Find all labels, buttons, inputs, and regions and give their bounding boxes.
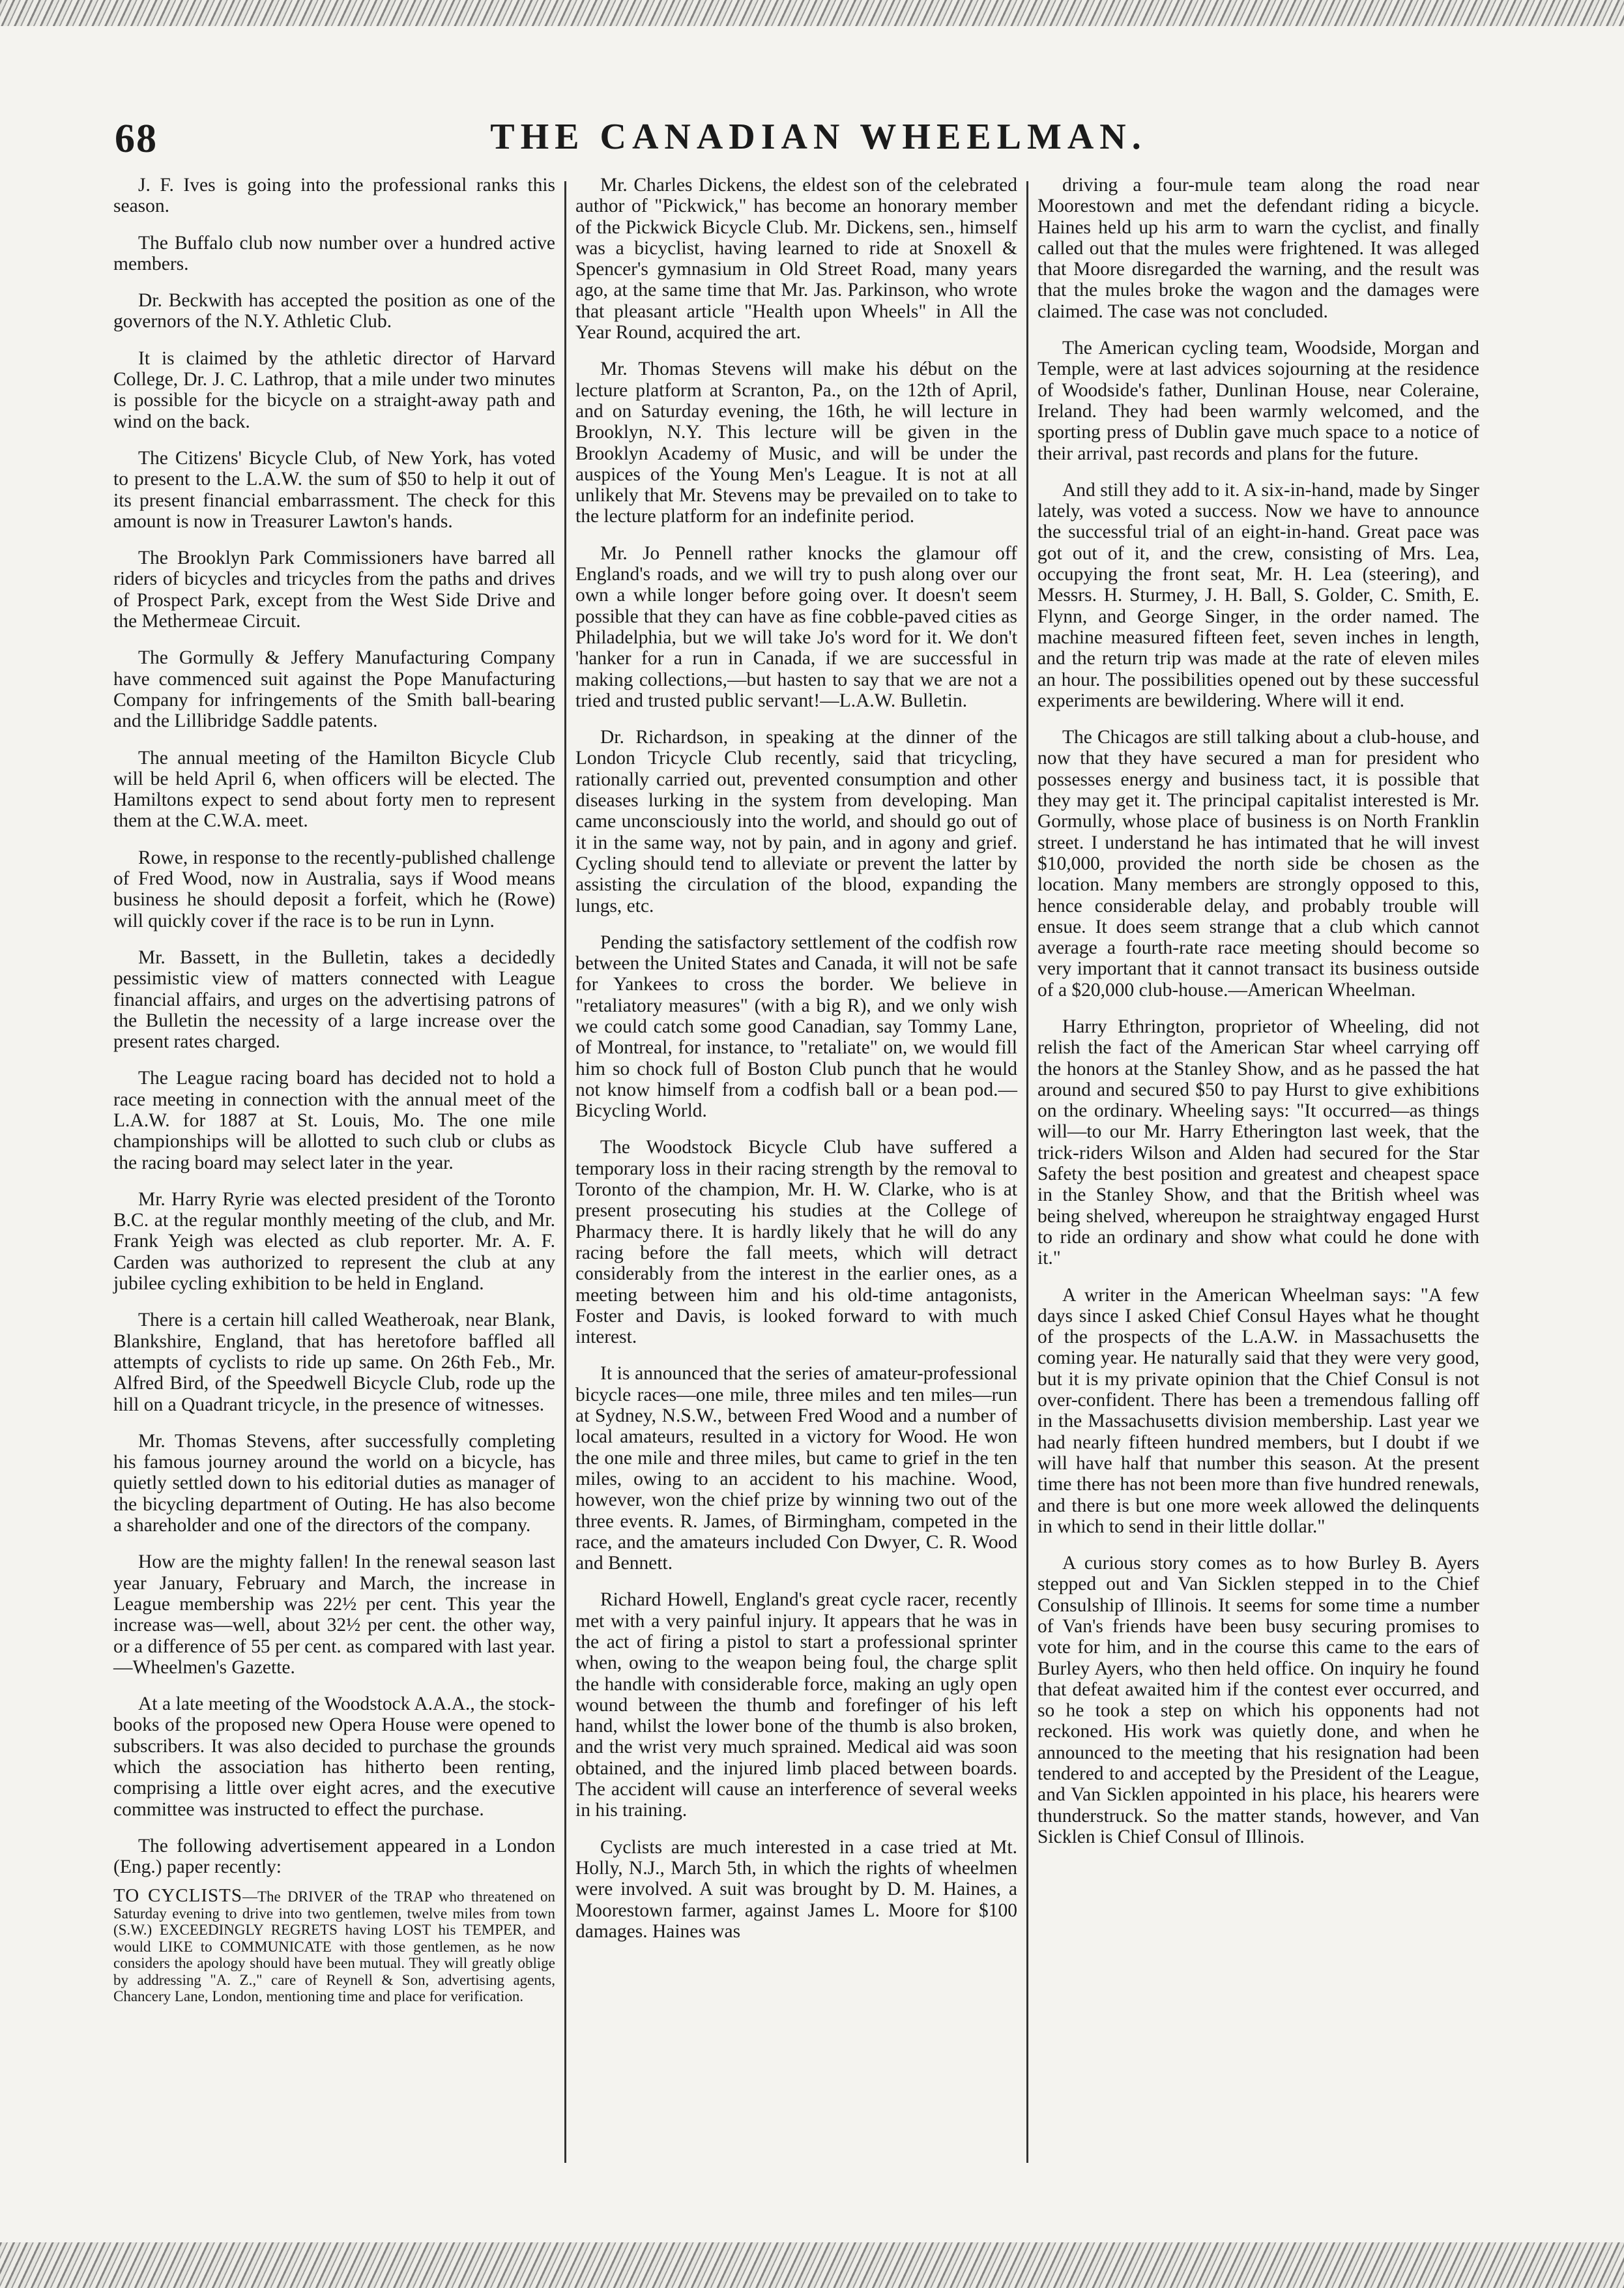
column-right — [1028, 175, 1488, 2169]
article-paragraph: The Buffalo club now number over a hundred active members. — [113, 232, 555, 274]
article-paragraph: Mr. Thomas Stevens will make his début on the lecture platform at Scranton, Pa., on the 12th of April, and on Saturday evening, the 16th, he will lecture in Brooklyn, N.Y. This lecture will be given in the Brooklyn Academy of Music, and will be under the auspices of the Young Men's League. It is not at all unlikely that Mr. Stevens may be prevailed on to take to the lecture platform for an indefinite period. — [575, 359, 1017, 527]
article-paragraph: Richard Howell, England's great cycle racer, recently met with a very painful injury. It appears that he was in the act of firing a pistol to start a professional sprinter when, owing to the weapon being foul, the charge split the handle with considerable force, making an ugly open wound between the thumb and forefinger of his left hand, whilst the lower bone of the thumb is also broken, and the wrist very much sprained. Medical aid was soon obtained, and the injured limb placed between boards. The accident will cause an interference of several weeks in his training. — [575, 1589, 1017, 1821]
article-paragraph: Pending the satisfactory settlement of the codfish row between the United States and Canada, it will not be safe for Yankees to cross the border. We believe in "retaliatory measures" (with a big R), and we only wish we could catch some good Canadian, say Tommy Lane, of Montreal, for instance, to "retaliate" on, we would fill him so chock full of Boston Club punch that he would not know himself from a codfish ball or a bean pod.—Bicycling World. — [575, 931, 1017, 1122]
article-paragraph: Cyclists are much interested in a case tried at Mt. Holly, N.J., March 5th, in which the rights of wheelmen were involved. A suit was brought by D. M. Haines, a Moorestown farmer, against James L. Moore for $100 damages. Haines was — [575, 1836, 1017, 1942]
scan-edge-bottom — [0, 2242, 1624, 2288]
article-paragraph: The Gormully & Jeffery Manufacturing Company have commenced suit against the Pope Manufacturing Company for infringements of the Smith ball-bearing and the Lillibridge Saddle patents. — [113, 647, 555, 732]
page-number: 68 — [115, 117, 158, 161]
advertisement — [113, 1885, 556, 2005]
masthead-title: THE CANADIAN WHEELMAN. — [490, 117, 1147, 157]
article-paragraph: It is announced that the series of amateur-professional bicycle races—one mile, three miles and ten miles—run at Sydney, N.S.W., between Fred Wood and a number of local amateurs, resulted in a victory for Wood. He won the one mile and three miles, but came to grief in the ten miles, owing to an accident to his machine. Wood, however, won the chief prize by winning two out of the three events. R. James, of Birmingham, competed in the race, and the amateurs included Con Dwyer, C. R. Wood and Bennett. — [575, 1363, 1017, 1574]
article-paragraph: Dr. Richardson, in speaking at the dinner of the London Tricycle Club recently, said that tricycling, rationally carried out, prevented consumption and other diseases lurking in the system from developing. Man came unconsciously into the world, and should go out of it in the same way, not by pain, and in agony and grief. Cycling should tend to alleviate or prevent the latter by assisting the circulation of the blood, expanding the lungs, etc. — [575, 727, 1017, 917]
article-paragraph: Mr. Harry Ryrie was elected president of the Toronto B.C. at the regular monthly meeting of the club, and Mr. Frank Yeigh was elected as club reporter. Mr. A. F. Carden was authorized to represent the club at any jubilee cycling exhibition to be held in England. — [113, 1188, 555, 1295]
article-paragraph: The Citizens' Bicycle Club, of New York, has voted to present to the L.A.W. the sum of $50 to help it out of its present financial embarrassment. The check for this amount is now in Treasurer Lawton's hands. — [113, 447, 555, 532]
article-paragraph: Rowe, in response to the recently-published challenge of Fred Wood, now in Australia, says if Wood means business he should deposit a forfeit, which he (Rowe) will quickly cover if the race is to be run in Lynn. — [113, 847, 555, 931]
column-left — [104, 175, 564, 2169]
page-header — [115, 116, 1522, 175]
article-paragraph: driving a four-mule team along the road near Moorestown and met the defendant riding a bicycle. Haines held up his arm to warn the cyclist, and finally called out that the mules were frightened. It was alleged that Moore disregarded the warning, and the result was that the mules broke the wagon and the damages were claimed. The case was not concluded. — [1037, 175, 1479, 322]
article-paragraph: The following advertisement appeared in a London (Eng.) paper recently: — [113, 1835, 555, 1878]
article-paragraph: Mr. Bassett, in the Bulletin, takes a decidedly pessimistic view of matters connected with League financial affairs, and urges on the advertising patrons of the Bulletin the necessity of a large increase over the present rates charged. — [113, 946, 555, 1053]
article-paragraph: The annual meeting of the Hamilton Bicycle Club will be held April 6, when officers will be elected. The Hamiltons expect to send about forty men to represent them at the C.W.A. meet. — [113, 747, 555, 832]
article-paragraph: It is claimed by the athletic director of Harvard College, Dr. J. C. Lathrop, that a mile under two minutes is possible for the bicycle on a straight-away path and wind on the back. — [113, 347, 555, 432]
article-paragraph: The League racing board has decided not to hold a race meeting in connection with the annual meet of the L.A.W. for 1887 at St. Louis, Mo. The one mile championships will be allotted to such club or clubs as the racing board may select later in the year. — [113, 1068, 555, 1173]
article-paragraph: And still they add to it. A six-in-hand, made by Singer lately, was voted a success. Now we have to announce the successful trial of an eight-in-hand. Great pace was got out of it, and the crew, consisting of Mrs. Lea, occupying the front seat, Mr. H. Lea (steering), and Messrs. H. Sturmey, J. H. Ball, S. Golder, C. Smith, E. Flynn, and George Singer, in the order named. The machine measured fifteen feet, seven inches in length, and the return trip was made at the rate of eleven miles an hour. The possibilities opened out by these successful experiments are bewildering. Where will it end. — [1037, 479, 1479, 711]
article-paragraph: Dr. Beckwith has accepted the position as one of the governors of the N.Y. Athletic Club. — [113, 290, 555, 332]
article-paragraph: Mr. Thomas Stevens, after successfully completing his famous journey around the world on a bicycle, has quietly settled down to his editorial duties as manager of the bicycling department of Outing. He has also become a shareholder and one of the directors of the company. — [113, 1430, 555, 1536]
article-paragraph: At a late meeting of the Woodstock A.A.A., the stock-books of the proposed new Opera House were opened to subscribers. It was also decided to purchase the grounds which the association has hitherto been renting, comprising a little over eight acres, and the executive committee was instructed to effect the purchase. — [113, 1694, 555, 1820]
article-paragraph: Harry Ethrington, proprietor of Wheeling, did not relish the fact of the American Star wheel carrying off the honors at the Stanley Show, and as he passed the hat around and secured $50 to pay Hurst to give exhibitions on the ordinary. Wheeling says: "It occurred—as things will—to our Mr. Harry Etherington last week, that the trick-riders Wilson and Alden had secured for the Star Safety the best position and greatest and cheapest space in the Stanley Show, and that the British wheel was being shelved, whereupon he straightway engaged Hurst to ride an ordinary and show what could he done with it." — [1037, 1016, 1479, 1269]
article-paragraph: How are the mighty fallen! In the renewal season last year January, February and March, the increase in League membership was 22½ per cent. This year the increase was—well, about 32½ per cent. the other way, or a difference of 55 per cent. as compared with last year.—Wheelmen's Gazette. — [113, 1551, 555, 1678]
advertisement-body: —The DRIVER of the TRAP who threatened on Saturday evening to drive into two gentlemen, twelve miles from town (S.W.) EXCEEDINGLY REGRETS having LOST his TEMPER, and would LIKE to COMMUNICATE with those gentlemen, as he now considers the apology should have been mutual. They will greatly oblige by addressing "A. Z.," care of Reynell & Son, advertising agents, Chancery Lane, London, mentioning time and place for verification. — [113, 1888, 556, 2005]
article-paragraph: The Brooklyn Park Commissioners have barred all riders of bicycles and tricycles from the paths and drives of Prospect Park, except from the West Side Drive and the Methermeae Circuit. — [113, 548, 555, 632]
article-paragraph: Mr. Jo Pennell rather knocks the glamour off England's roads, and we will try to push along over our own a while longer before going over. It doesn't seem possible that they can have as fine cobble-paved cities as Philadelphia, but we will take Jo's word for it. We don't 'hanker for a run in Canada, if we are successful in making collections,—but hasten to say that we are not a tried and trusted public servant!—L.A.W. Bulletin. — [575, 542, 1017, 711]
article-paragraph: Mr. Charles Dickens, the eldest son of the celebrated author of "Pickwick," has become an honorary member of the Pickwick Bicycle Club. Mr. Dickens, sen., himself was a bicyclist, having learned to ride at Snoxell & Spencer's gymnasium in Old Street Road, many years ago, at the same time that Mr. Jas. Parkinson, who wrote that pleasant article "Health upon Wheels" in All the Year Round, acquired the art. — [575, 175, 1017, 344]
article-paragraph: A writer in the American Wheelman says: "A few days since I asked Chief Consul Hayes what he thought of the prospects of the L.A.W. in Massachusetts the coming year. He naturally said that they were very good, but it is my private opinion that the Chief Consul is not over-confident. There has been a tremendous falling off in the Massachusetts division membership. Last year we had nearly fifteen hundred members, but I doubt if we will have half that number this season. At the present time there has not been more than five hundred renewals, and there is but one more week allowed the delinquents in which to send in their little dollar." — [1037, 1284, 1479, 1537]
article-columns — [104, 175, 1525, 2169]
article-paragraph: The Woodstock Bicycle Club have suffered a temporary loss in their racing strength by the removal to Toronto of the champion, Mr. H. W. Clarke, who is at present prosecuting his studies at the College of Pharmacy there. It is hardly likely that he will do any racing before the fall meets, which will detract considerably from the interest in the earlier ones, as a meeting between him and his old-time antagonists, Foster and Davis, is looked forward to with much interest. — [575, 1137, 1017, 1348]
article-paragraph: J. F. Ives is going into the professional ranks this season. — [113, 175, 555, 217]
advertisement-lead: TO CYCLISTS — [113, 1885, 242, 1907]
scan-edge-top — [0, 0, 1624, 26]
article-paragraph: The American cycling team, Woodside, Morgan and Temple, were at last advices sojourning at the residence of Woodside's father, Dunlinan House, near Coleraine, Ireland. They had been warmly welcomed, and the sporting press of Dublin gave much space to a notice of their arrival, past records and plans for the future. — [1037, 338, 1479, 464]
article-paragraph: There is a certain hill called Weatheroak, near Blank, Blankshire, England, that has heretofore baffled all attempts of cyclists to ride up same. On 26th Feb., Mr. Alfred Bird, of the Speedwell Bicycle Club, rode up the hill on a Quadrant tricycle, in the presence of witnesses. — [113, 1310, 555, 1415]
article-paragraph: A curious story comes as to how Burley B. Ayers stepped out and Van Sicklen stepped in to the Chief Consulship of Illinois. It seems for some time a number of Van's friends have been busy securing promises to vote for him, and in the course this came to the ears of Burley Ayers, who then held office. On inquiry he found that defeat awaited him if the contest ever occurred, and so he took a step on which his opponents had not reckoned. His work was quietly done, and when he announced to the meeting that his resignation had been tendered to and accepted by the President of the League, and Van Sicklen appointed in his place, his hearers were thunderstruck. So the matter stands, however, and Van Sicklen is Chief Consul of Illinois. — [1037, 1553, 1479, 1847]
column-middle — [566, 175, 1026, 2169]
article-paragraph: The Chicagos are still talking about a club-house, and now that they have secured a man for president who possesses energy and business tact, it is possible that they may get it. The principal capitalist interested is Mr. Gormully, whose place of business is on North Franklin street. I understand he has intimated that he will invest $10,000, provided the north side be chosen as the location. Many members are strongly opposed to this, hence considerable delay, and probably trouble will ensue. It does seem strange that a club which cannot average a fourth-rate race meeting should become so very important that it cannot transact its business outside of a $20,000 club-house.—American Wheelman. — [1037, 727, 1479, 1001]
